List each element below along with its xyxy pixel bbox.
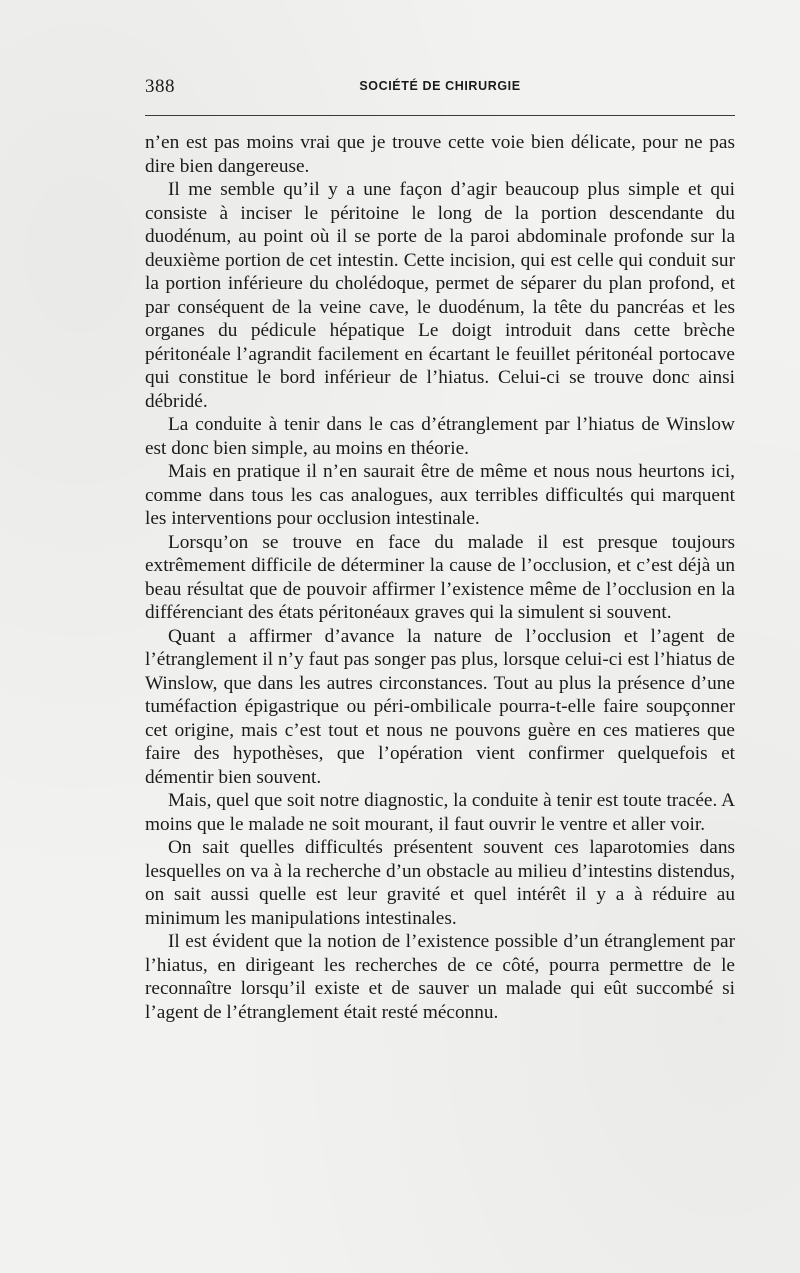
paragraph: La conduite à tenir dans le cas d’étranglement par l’hiatus de Winslow est donc bien simple, au moins en théorie. — [145, 414, 735, 459]
paragraph: Mais, quel que soit notre diagnostic, la conduite à tenir est toute tracée. A moins que le malade ne soit mourant, il faut ouvrir le ventre et aller voir. — [145, 790, 735, 835]
paragraph: Lorsqu’on se trouve en face du malade il est presque toujours extrêmement difficile de déterminer la cause de l’occlusion, et c’est déjà un beau résultat que de pouvoir affirmer l’existence même de l’occlusion en la différenciant des états péritonéaux graves qui la simulent si souvent. — [145, 531, 735, 623]
page-header — [145, 76, 735, 100]
paragraph: Il est évident que la notion de l’existence possible d’un étranglement par l’hiatus, en dirigeant les recherches de ce côté, pourra permettre de le reconnaître lorsqu’il existe et de sauver un malade qui eût succombé si l’agent de l’étranglement était resté méconnu. — [145, 931, 735, 1023]
paragraph: On sait quelles difficultés présentent souvent ces laparotomies dans lesquelles on va à la recherche d’un obstacle au milieu d’intestins distendus, on sait aussi quelle est leur gravité et quel intérêt il y a à réduire au minimum les manipulations intestinales. — [145, 837, 735, 929]
paragraph-continued: n’en est pas moins vrai que je trouve cette voie bien délicate, pour ne pas dire bien dangereuse. — [145, 132, 735, 177]
paragraph: Il me semble qu’il y a une façon d’agir beaucoup plus simple et qui consiste à inciser le péritoine le long de la portion descendante du duodénum, au point où il se porte de la paroi abdominale profonde sur la deuxième portion de cet intestin. Cette incision, qui est celle qui conduit sur la portion inférieure du cholédoque, permet de séparer du plan profond, et par conséquent de la veine cave, le duodénum, la tête du pancréas et les organes du pédicule hépatique Le doigt introduit dans cette brèche péritonéale l’agrandit facilement en écartant le feuillet péritonéal portocave qui constitue le bord inférieur de l’hiatus. Celui-ci se trouve donc ainsi débridé. — [145, 179, 735, 412]
header-rule — [145, 115, 735, 116]
paragraph: Quant a affirmer d’avance la nature de l’occlusion et l’agent de l’étranglement il n’y faut pas songer pas plus, lorsque celui-ci est l’hiatus de Winslow, que dans les autres circonstances. Tout au plus la présence d’une tuméfaction épigastrique ou péri-ombilicale pourra-t-elle faire soupçonner cet origine, mais c’est tout et nous ne pouvons guère en ces matieres que faire des hypothèses, que l’opération vient confirmer quelquefois et démentir bien souvent. — [145, 625, 735, 788]
paragraph: Mais en pratique il n’en saurait être de même et nous nous heurtons ici, comme dans tous les cas analogues, aux terribles difficultés qui marquent les interventions pour occlusion intestinale. — [145, 461, 735, 529]
page-number: 388 — [145, 76, 175, 97]
body-text — [145, 131, 735, 1024]
running-title: SOCIÉTÉ DE CHIRURGIE — [359, 79, 521, 93]
